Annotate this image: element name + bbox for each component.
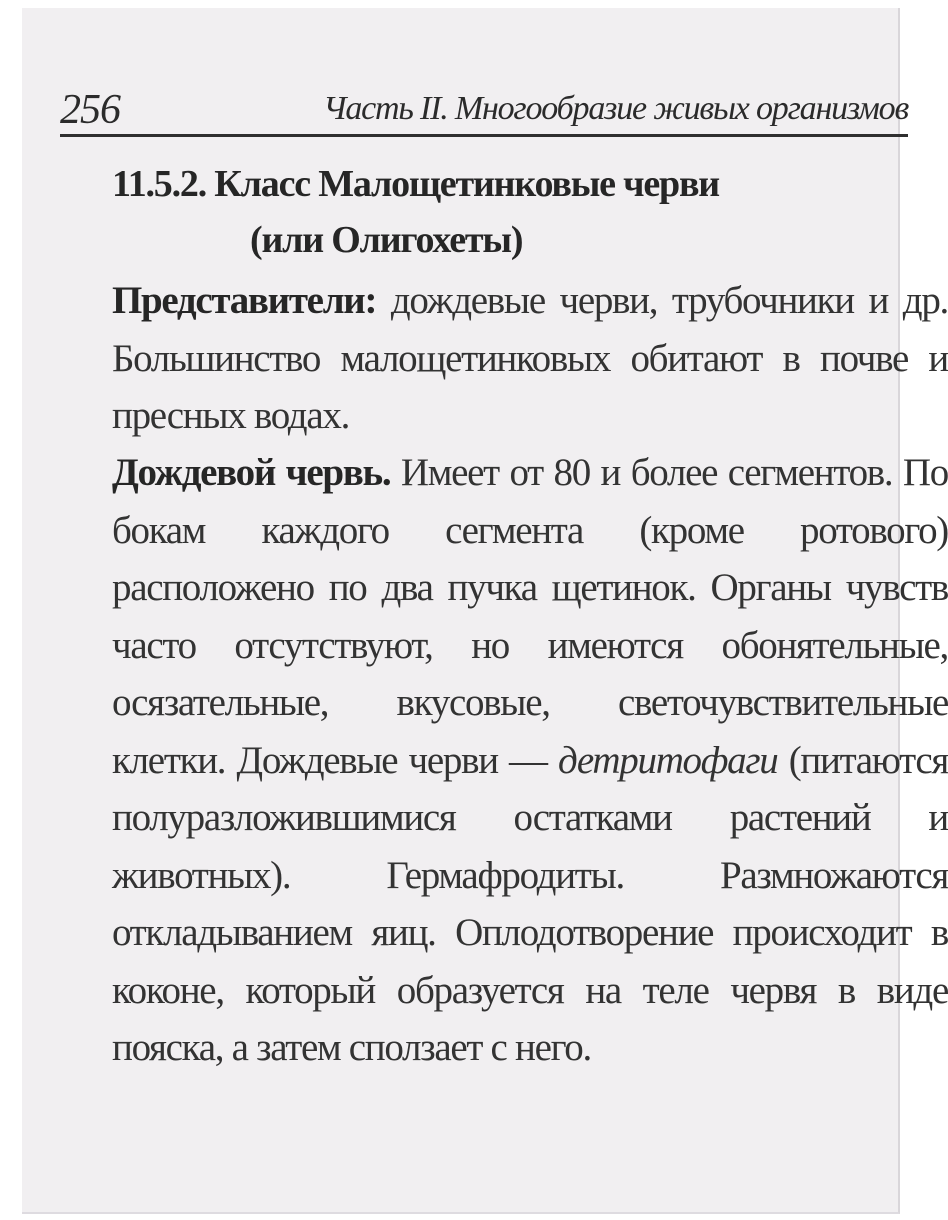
section-heading-line2: (или Олигохеты) xyxy=(250,219,523,261)
page-number: 256 xyxy=(60,87,120,133)
running-title: Часть II. Многообразие живых организмов xyxy=(323,90,908,127)
paragraph-representatives xyxy=(68,272,948,445)
paragraph2-lead: Дождевой червь. xyxy=(112,451,391,494)
paragraph-earthworm xyxy=(68,444,948,1077)
paragraph1-lead: Представители: xyxy=(112,279,377,322)
paragraph1-text: дождевые черви, трубочники и др. Большинство малощетинковых обитают в почве и пресных водах. xyxy=(112,279,948,437)
paragraph2-text-a: Имеет от 80 и более сегментов. По бокам каждого сегмента (кроме ротового) расположено по два пучка щетинок. Органы чувств часто отсутствуют, но имеются обонятельные, осязательные, вкусовые, светочувствительные клетки. Дождевые черви — xyxy=(112,451,948,782)
paragraph2-text-b: (питаются полуразложившимися остатками растений и животных). Гермафродиты. Размножаются откладыванием яиц. Оплодотворение происходит в коконе, который образуется на теле червя в виде пояска, а затем сползает с него. xyxy=(112,738,948,1069)
page-header xyxy=(60,78,908,137)
book-page xyxy=(22,8,948,1214)
term-detritophages: детритофаги xyxy=(558,738,778,782)
section-heading-line1: 11.5.2. Класс Малощетинковые черви xyxy=(112,163,719,205)
section-heading xyxy=(112,156,892,268)
